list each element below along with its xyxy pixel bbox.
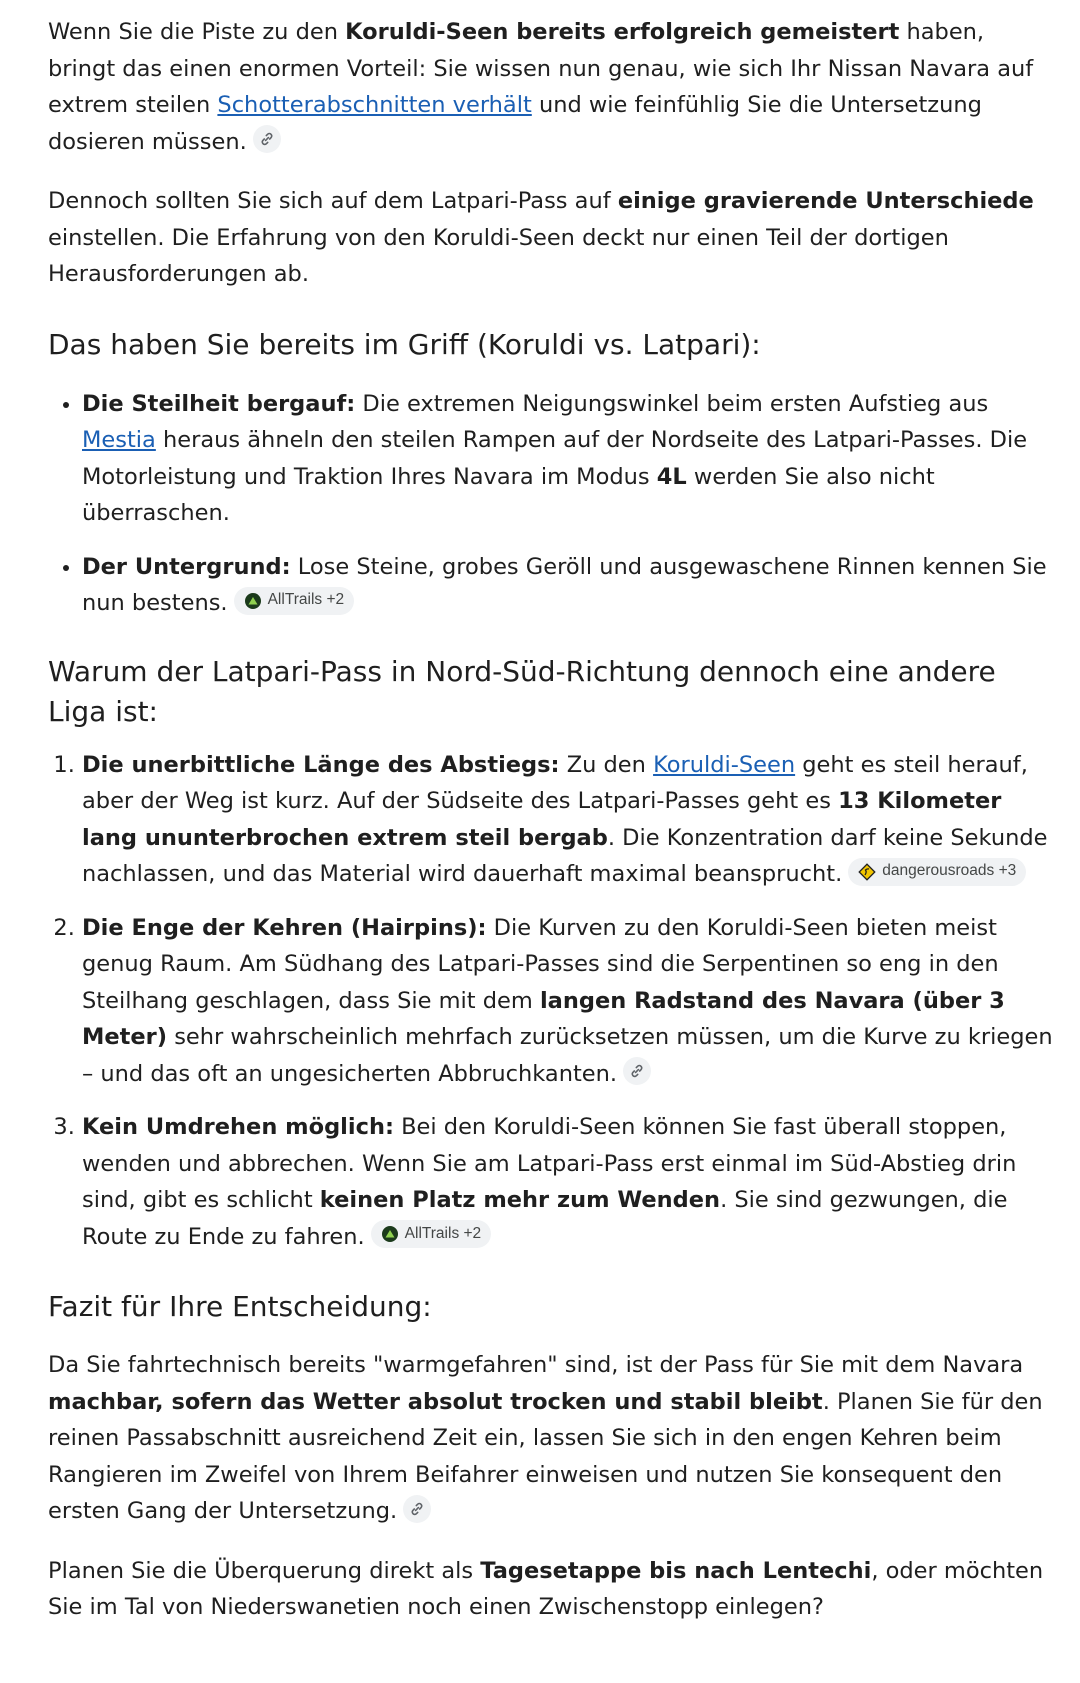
list-item [82,1109,1058,1255]
alltrails-logo-icon [244,592,262,610]
source-chip-label: AllTrails +2 [267,591,345,609]
bold-text: Die unerbittliche Länge des Abstiegs: [82,751,560,778]
text-run: . Sie sind gezwungen, die Route zu Ende zu fahren. [82,1187,1008,1250]
text-run: Zu den [559,751,654,778]
question-paragraph [48,1553,1058,1626]
text-run: geht es steil herauf, aber der Weg ist kurz. Auf der Südseite des Latpari-Passes geht es [82,751,1028,814]
text-run: Wenn Sie die Piste zu den [48,19,346,45]
text-run: Dennoch sollten Sie sich auf dem Latpari-Pass auf [48,188,618,214]
bold-text: 13 Kilometer lang ununterbrochen extrem steil bergab [82,788,1002,851]
text-run: einstellen. Die Erfahrung von den Koruldi-Seen deckt nur einen Teil der dortigen Herausforderungen ab. [48,224,949,287]
bold-text: Kein Umdrehen möglich: [82,1114,394,1140]
numbered-list [48,747,1058,1256]
text-run: Da Sie fahrtechnisch bereits "warmgefahren" sind, ist der Pass für Sie mit dem Navara [48,1352,1024,1378]
intro-paragraph [48,14,1058,160]
text-run: , oder möchten Sie im Tal von Niederswanetien noch einen Zwischenstopp einlegen? [48,1557,1044,1620]
text-run: haben, bringt das einen enormen Vorteil: Sie wissen nun genau, wie sich Ihr Nissan Navara auf extrem steilen [48,19,1034,118]
bold-text: machbar, sofern das Wetter absolut trocken und stabil bleibt [48,1388,823,1415]
section-heading-koruldi-vs-latpari: Das haben Sie bereits im Griff (Koruldi vs. Latpari): [48,327,761,361]
conclusion-paragraph [48,1347,1058,1530]
text-run: Lose Steine, grobes Geröll und ausgewaschene Rinnen kennen Sie nun bestens. [82,553,1047,616]
text-run: Die Kurven zu den Koruldi-Seen bieten meist genug Raum. Am Südhang des Latpari-Passes sind die Serpentinen so eng in den Steilhang geschlagen, dass Sie mit dem [82,914,999,1014]
bold-text: 4L [656,463,687,490]
text-run: Bei den Koruldi-Seen können Sie fast überall stoppen, wenden und abbrechen. Wenn Sie am Latpari-Pass erst einmal im Süd-Abstieg drin sind, gibt es schlicht [82,1114,1017,1213]
source-chip-label: dangerousroads +3 [882,862,1017,880]
schotterabschnitten-link[interactable]: Schotterabschnitten verhält [217,92,532,118]
alltrails-logo-icon [381,1225,399,1243]
link-icon [628,1062,646,1080]
text-run: sehr wahrscheinlich mehrfach zurücksetzen müssen, um die Kurve zu kriegen – und das oft an ungesicherten Abbruchkanten. [82,1024,1053,1087]
text-run: Planen Sie die Überquerung direkt als [48,1557,481,1584]
section-heading-latpari-andere-liga: Warum der Latpari-Pass in Nord-Süd-Richtung dennoch eine andere Liga ist: [48,654,996,728]
text-run: . Planen Sie für den reinen Passabschnitt ausreichend Zeit ein, lassen Sie sich in den engen Kehren beim Rangieren im Zweifel von Ihrem Beifahrer einweisen und nutzen Sie konsequent den ersten Gang der Untersetzung. [48,1388,1043,1524]
text-run: werden Sie also nicht überraschen. [82,463,935,526]
list-item [82,910,1058,1093]
difference-paragraph [48,183,1058,293]
mestia-link[interactable]: Mestia [82,427,156,453]
text-run: und wie feinfühlig Sie die Untersetzung dosieren müssen. [48,92,982,155]
source-link-chip[interactable] [623,1057,651,1085]
bold-text: Koruldi-Seen bereits erfolgreich gemeistert [345,19,900,45]
source-chip-alltrails[interactable] [371,1220,492,1248]
bold-text: Tagesetappe bis nach Lentechi [480,1557,872,1584]
source-chip-dangerousroads[interactable] [848,858,1026,886]
koruldi-seen-link[interactable]: Koruldi-Seen [653,751,796,778]
bullet-list [48,386,1058,622]
text-run: Die extremen Neigungswinkel beim ersten Aufstieg aus [355,390,989,417]
link-icon [408,1500,426,1518]
bold-text: einige gravierende Unterschiede [617,188,1034,214]
text-run: . Die Konzentration darf keine Sekunde nachlassen, und das Material wird dauerhaft maximal beansprucht. [82,824,1048,887]
bold-text: keinen Platz mehr zum Wenden [319,1187,721,1213]
dangerousroads-logo-icon [858,863,876,881]
source-chip-label: AllTrails +2 [404,1224,482,1242]
bold-text: Der Untergrund: [82,553,291,580]
text-run: heraus ähneln den steilen Rampen auf der Nordseite des Latpari-Passes. Die Motorleistung und Traktion Ihres Navara im Modus [82,427,1028,490]
section-heading-fazit: Fazit für Ihre Entscheidung: [48,1290,432,1323]
list-item [82,386,1058,532]
list-item [82,747,1058,893]
list-item [82,549,1058,622]
bold-text: langen Radstand des Navara (über 3 Meter) [82,987,1005,1050]
bold-text: Die Steilheit bergauf: [82,390,356,417]
source-chip-alltrails[interactable] [234,587,355,615]
source-link-chip[interactable] [253,125,281,153]
link-icon [258,130,276,148]
bold-text: Die Enge der Kehren (Hairpins): [82,914,487,941]
source-link-chip[interactable] [403,1495,431,1523]
